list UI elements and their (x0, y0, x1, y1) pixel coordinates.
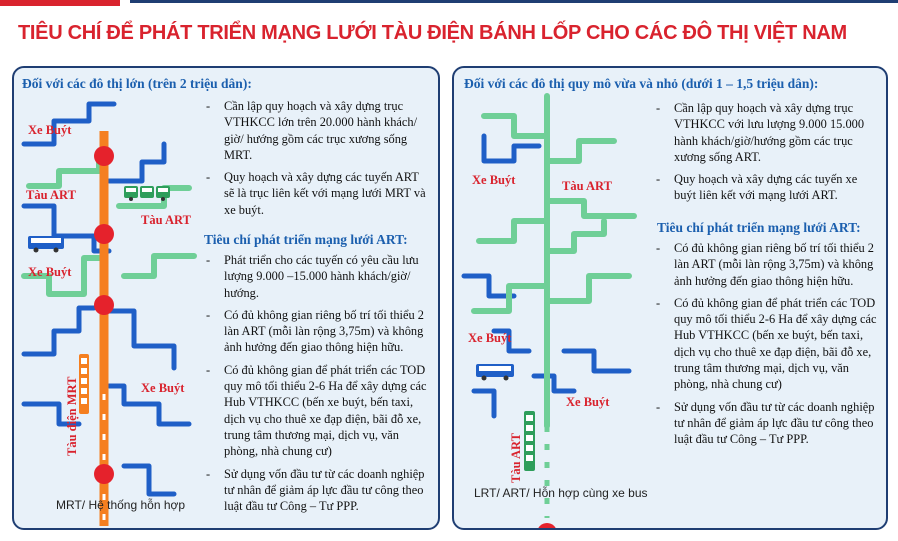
criteria-item: - Phát triển cho các tuyến có yêu cầu lưu lượng 9.000 –15.000 hành khách/giờ/ hướng. (204, 252, 432, 301)
criteria-list-b (654, 240, 880, 454)
panel-heading: Đối với các đô thị quy mô vừa và nhỏ (dưới 1 – 1,5 triệu dân): (464, 76, 819, 91)
criteria-item: - Cần lập quy hoạch và xây dựng trục VTHKCC lớn trên 20.000 hành khách/ giờ/ hướng gồm các trục xương sống MRT. (204, 98, 432, 163)
bus-label: Xe Buýt (28, 123, 72, 137)
art-label: Tàu ART (26, 188, 76, 202)
criteria-item: - Quy hoạch và xây dựng các tuyến ART sẽ là trục liên kết với mạng lưới MRT và xe buýt. (204, 169, 432, 218)
bus-label: Xe Buýt (566, 395, 610, 409)
diagram-caption: LRT/ ART/ Hỗn hợp cùng xe bus (474, 486, 648, 500)
criteria-list-a (204, 98, 432, 224)
criteria-subheading: Tiêu chí phát triển mạng lưới ART: (204, 232, 408, 247)
criteria-item: - Cần lập quy hoạch và xây dựng trục VTHKCC với lưu lượng 9.000 15.000 hành khách/giờ/hướng gồm các trục xương sống ART. (654, 100, 880, 165)
criteria-item: - Có đủ không gian để phát triển các TOD quy mô tối thiểu 2-6 Ha để xây dựng các Hub VTHKCC (bến xe buýt, bến taxi, dịch vụ cho thuê xe đạp điện, bãi đỗ xe, trung tâm thương mại, dịch vụ, văn phòng, nhà chung cư) (654, 295, 880, 393)
mrt-station (94, 295, 114, 315)
bus-icon (476, 364, 514, 381)
bus-label: Xe Buýt (141, 381, 185, 395)
criteria-list-a (654, 100, 880, 210)
mrt-station (94, 224, 114, 244)
mrt-network-diagram (14, 86, 214, 526)
criteria-list-b (204, 252, 432, 520)
criteria-item: - Có đủ không gian để phát triển các TOD quy mô tối thiểu 2-6 Ha để xây dựng các Hub VTHKCC (bến xe buýt, bến taxi, dịch vụ cho thuê xe đạp điện, bãi đỗ xe, trung tâm thương mại, dịch vụ, văn phòng, nhà chung cư) (204, 362, 432, 460)
art-terminal-station (537, 523, 557, 530)
art-network-diagram (454, 86, 644, 526)
bus-label: Xe Buýt (468, 331, 512, 345)
criteria-subheading: Tiêu chí phát triển mạng lưới ART: (657, 220, 861, 235)
bus-icon (28, 236, 64, 253)
bus-label: Xe Buýt (472, 173, 516, 187)
criteria-item: - Có đủ không gian riêng bố trí tối thiểu 2 làn ART (mỗi làn rộng 3,75m) và không ảnh hưởng đến giao thông hiện hữu. (204, 307, 432, 356)
criteria-item: - Sử dụng vốn đầu tư từ các doanh nghiệp tư nhân để giảm áp lực đầu tư công theo luật đầu tư Công – Tư PPP. (654, 399, 880, 448)
accent-bar-left (0, 0, 120, 6)
mrt-station (94, 464, 114, 484)
art-label: Tàu ART (562, 179, 612, 193)
mrt-train-icon (79, 354, 89, 414)
page-title: TIÊU CHÍ ĐỂ PHÁT TRIỂN MẠNG LƯỚI TÀU ĐIỆN BÁNH LỐP CHO CÁC ĐÔ THỊ VIỆT NAM (18, 22, 847, 44)
mrt-station (94, 146, 114, 166)
panel-large-cities (12, 66, 440, 530)
art-train-icon (524, 411, 535, 471)
bus-label: Xe Buýt (28, 265, 72, 279)
panel-medium-small-cities (452, 66, 888, 530)
art-label: Tàu ART (141, 213, 191, 227)
art-label: Tàu ART (509, 433, 523, 483)
diagram-caption: MRT/ Hệ thống hỗn hợp (56, 498, 186, 512)
mrt-label: Tàu điện MRT (65, 376, 79, 456)
art-train-icon (124, 186, 170, 201)
criteria-item: - Sử dụng vốn đầu tư từ các doanh nghiệp tư nhân để giảm áp lực đầu tư công theo luật đầu tư Công – Tư PPP. (204, 466, 432, 515)
panel-heading: Đối với các đô thị lớn (trên 2 triệu dân): (22, 76, 252, 91)
accent-bar-right (130, 0, 898, 3)
criteria-item: - Có đủ không gian riêng bố trí tối thiểu 2 làn ART (mỗi làn rộng 3,75m) và không ảnh hưởng đến giao thông hiện hữu. (654, 240, 880, 289)
criteria-item: - Quy hoạch và xây dựng các tuyến xe buýt liên kết với mạng lưới ART. (654, 171, 880, 204)
